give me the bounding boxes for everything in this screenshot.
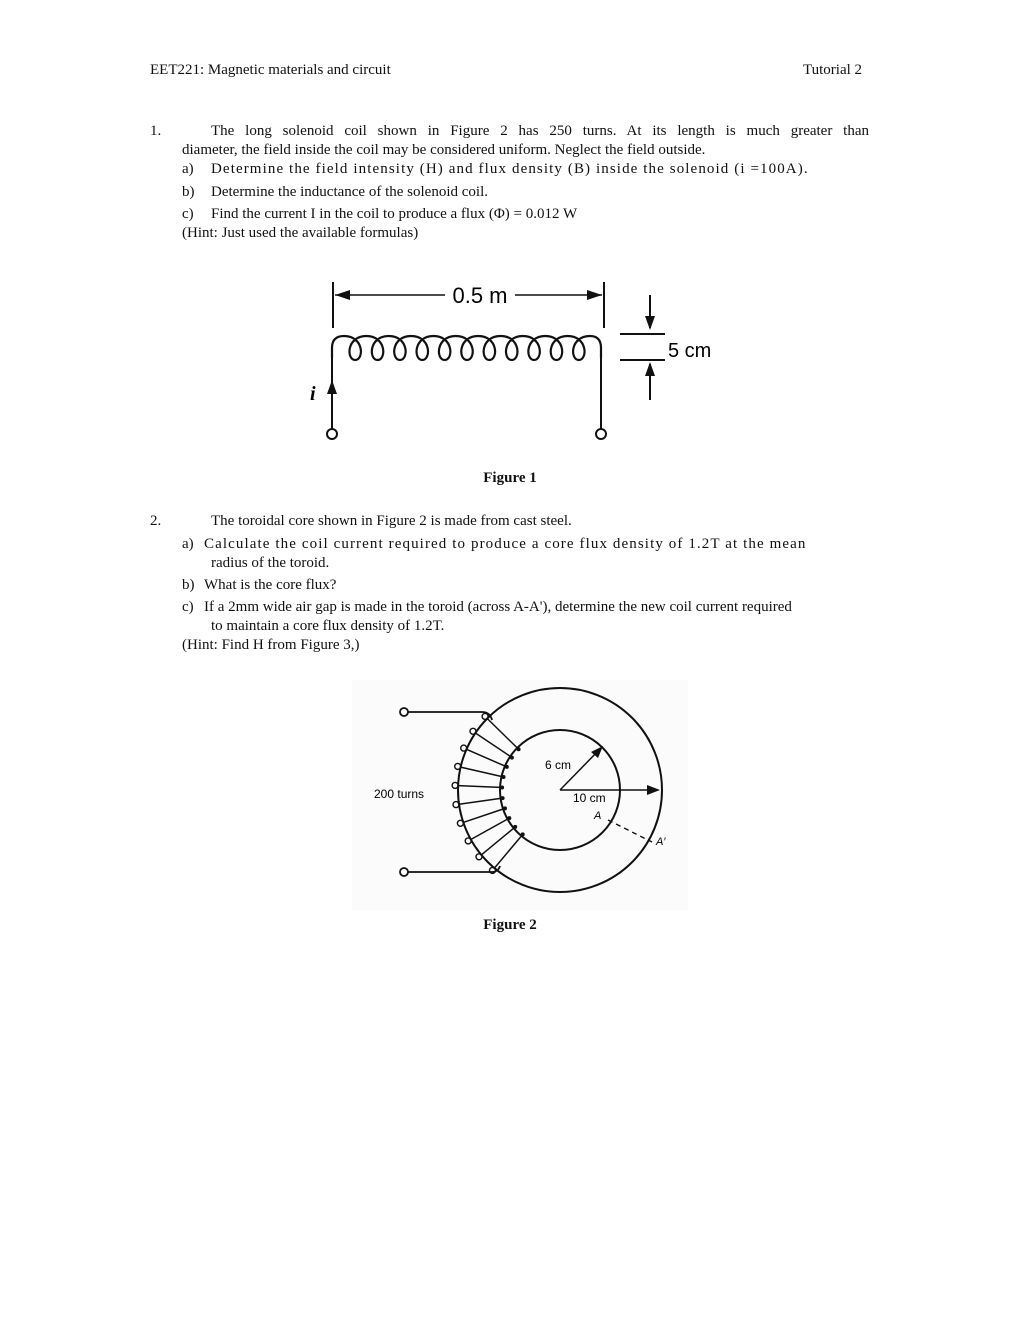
question-text: The long solenoid coil shown in Figure 2 has 250 turns. At its length is much greater than: [211, 123, 869, 139]
winding-dot: [501, 796, 505, 800]
hint-text: (Hint: Find H from Figure 3,): [182, 637, 360, 653]
subquestion-label: c): [182, 599, 194, 615]
diameter-label: 5 cm: [668, 340, 712, 362]
inner-radius-label: 6 cm: [545, 758, 572, 772]
toroid-figure: [352, 680, 688, 910]
winding-dot: [521, 832, 525, 836]
hint-text: (Hint: Just used the available formulas): [182, 225, 419, 241]
subquestion-text: Calculate the coil current required to produce a core flux density of 1.2T at the mean: [204, 536, 807, 552]
subquestion-label: b): [182, 577, 195, 593]
winding-dot: [517, 747, 521, 751]
question-text: diameter, the field inside the coil may be considered uniform. Neglect the field outside.: [182, 142, 706, 158]
solenoid-figure: [300, 270, 740, 450]
outer-radius-label: 10 cm: [573, 791, 606, 805]
subquestion-text: What is the core flux?: [204, 577, 337, 593]
terminal-bottom: [400, 868, 408, 876]
figure-1-caption: Figure 1: [483, 470, 537, 486]
subquestion-text-cont: to maintain a core flux density of 1.2T.: [211, 618, 445, 634]
terminal-top: [400, 708, 408, 716]
arrow-right-icon: [587, 290, 602, 300]
terminal-left: [327, 429, 337, 439]
winding-dot: [507, 816, 511, 820]
winding-dot: [503, 806, 507, 810]
solenoid-coil: [332, 336, 601, 360]
current-label: i: [310, 383, 316, 405]
turns-label: 200 turns: [374, 787, 425, 801]
arrow-down-icon: [645, 316, 655, 330]
point-a-label: A: [594, 810, 602, 822]
subquestion-text: Determine the field intensity (H) and flux density (B) inside the solenoid (i =100A).: [211, 161, 809, 177]
subquestion-text: Find the current I in the coil to produce a flux (Φ) = 0.012 W: [211, 206, 578, 222]
subquestion-text: If a 2mm wide air gap is made in the toroid (across A-A'), determine the new coil current required: [204, 599, 792, 615]
winding-dot: [510, 756, 514, 760]
figure-2-caption: Figure 2: [483, 917, 537, 933]
header-tutorial: Tutorial 2: [803, 62, 863, 78]
winding-dot: [505, 765, 509, 769]
subquestion-label: a): [182, 536, 194, 552]
subquestion-label: c): [182, 206, 194, 222]
subquestion-text: Determine the inductance of the solenoid coil.: [211, 184, 488, 200]
current-arrow-icon: [327, 380, 337, 394]
subquestion-text-cont: radius of the toroid.: [211, 555, 330, 571]
subquestion-label: a): [182, 161, 194, 177]
winding-dot: [502, 775, 506, 779]
terminal-right: [596, 429, 606, 439]
subquestion-label: b): [182, 184, 195, 200]
question-number: 1.: [150, 123, 162, 139]
header-title: EET221: Magnetic materials and circuit: [150, 62, 391, 78]
question-text: The toroidal core shown in Figure 2 is made from cast steel.: [211, 513, 572, 529]
point-a-prime-label: A′: [656, 836, 666, 848]
winding-dot: [500, 786, 504, 790]
length-label: 0.5 m: [452, 283, 508, 308]
arrow-up-icon: [645, 362, 655, 376]
winding-dot: [513, 825, 517, 829]
question-number: 2.: [150, 513, 162, 529]
arrow-left-icon: [335, 290, 350, 300]
